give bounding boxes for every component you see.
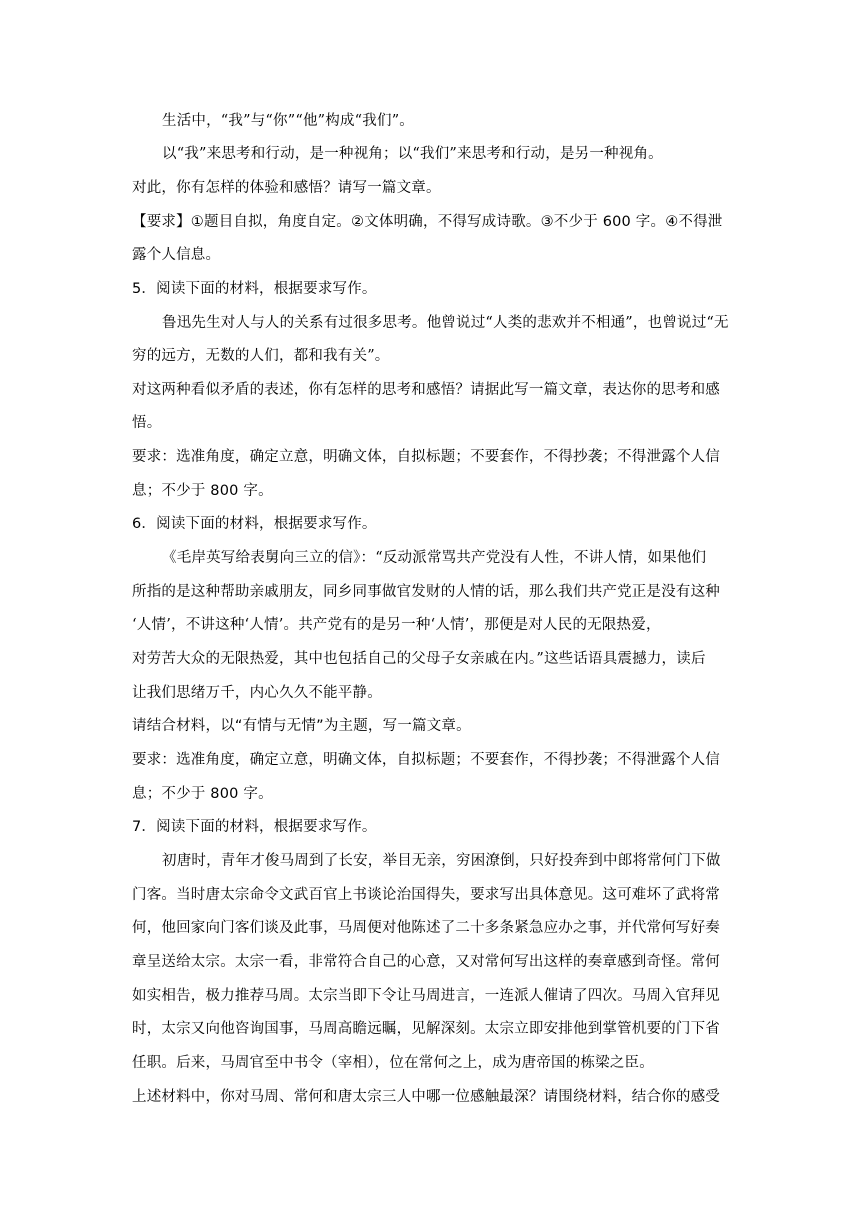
q4-requirement-line-1: 【要求】①题目自拟，角度自定。②文体明确，不得写成诗歌。③不少于 600 字。④不得泄 [132,214,723,230]
q6-material-line-3: ‘人情’，不讲这种‘人情’。共产党有的是另一种‘人情’，那便是对人民的无限热爱， [132,617,661,633]
q6-material-line-2: 所指的是这种帮助亲戚朋友，同乡同事做官发财的人情的话，那么我们共产党正是没有这种 [132,584,720,600]
q7-heading: 7．阅读下面的材料，根据要求写作。 [132,819,377,835]
q4-prompt: 对此，你有怎样的体验和感悟？请写一篇文章。 [132,180,441,196]
q5-prompt-line-1: 对这两种看似矛盾的表述，你有怎样的思考和感悟？请据此写一篇文章，表达你的思考和感 [132,382,720,398]
q7-material-line-5: 如实相告，极力推荐马周。太宗当即下令让马周进言，一连派人催请了四次。马周入官拜见 [132,988,720,1004]
q5-requirement-line-2: 息；不少于 800 字。 [132,483,273,499]
q6-requirement-line-1: 要求：选准角度，确定立意，明确文体，自拟标题；不要套作，不得抄袭；不得泄露个人信 [132,752,720,768]
q6-material-line-1: 《毛岸英写给表舅向三立的信》：“反动派常骂共产党没有人性，不讲人情，如果他们 [162,550,707,566]
q5-heading: 5．阅读下面的材料，根据要求写作。 [132,281,377,297]
q7-material-line-6: 时，太宗又向他咨询国事，马周高瞻远瞩，见解深刻。太宗立即安排他到掌管机要的门下省 [132,1021,720,1037]
q7-material-line-2: 门客。当时唐太宗命令文武百官上书谈论治国得失，要求写出具体意见。这可难坏了武将常 [132,887,720,903]
q7-prompt: 上述材料中，你对马周、常何和唐太宗三人中哪一位感触最深？请围绕材料，结合你的感受 [132,1089,720,1105]
q5-requirement-line-1: 要求：选准角度，确定立意，明确文体，自拟标题；不要套作，不得抄袭；不得泄露个人信 [132,449,720,465]
q4-requirement-line-2: 露个人信息。 [132,247,221,263]
q6-heading: 6．阅读下面的材料，根据要求写作。 [132,516,377,532]
q6-requirement-line-2: 息；不少于 800 字。 [132,786,273,802]
q7-material-line-4: 章呈送给太宗。太宗一看，非常符合自己的心意，又对常何写出这样的奏章感到奇怪。常何 [132,954,720,970]
q6-prompt: 请结合材料，以“有情与无情”为主题，写一篇文章。 [132,718,471,734]
q4-material-line-2: 以“我”来思考和行动，是一种视角；以“我们”来思考和行动，是另一种视角。 [162,146,663,162]
q5-material-line-1: 鲁迅先生对人与人的关系有过很多思考。他曾说过“人类的悲欢并不相通”，也曾说过“无 [162,315,729,331]
q5-prompt-line-2: 悟。 [132,415,162,431]
q6-material-line-5: 让我们思绪万千，内心久久不能平静。 [132,685,382,701]
q5-material-line-2: 穷的远方，无数的人们，都和我有关”。 [132,348,390,364]
q7-material-line-1: 初唐时，青年才俊马周到了长安，举目无亲，穷困潦倒，只好投奔到中郎将常何门下做 [162,853,721,869]
q7-material-line-7: 任职。后来，马周官至中书令（宰相），位在常何之上，成为唐帝国的栋梁之臣。 [132,1055,654,1071]
q4-material-line-1: 生活中，“我”与“你”“他”构成“我们”。 [162,113,415,129]
q6-material-line-4: 对劳苦大众的无限热爱，其中也包括自己的父母子女亲戚在内。”这些话语具震撼力，读后 [132,651,706,667]
q7-material-line-3: 何，他回家向门客们谈及此事，马周便对他陈述了二十多条紧急应办之事，并代常何写好奏 [132,920,720,936]
